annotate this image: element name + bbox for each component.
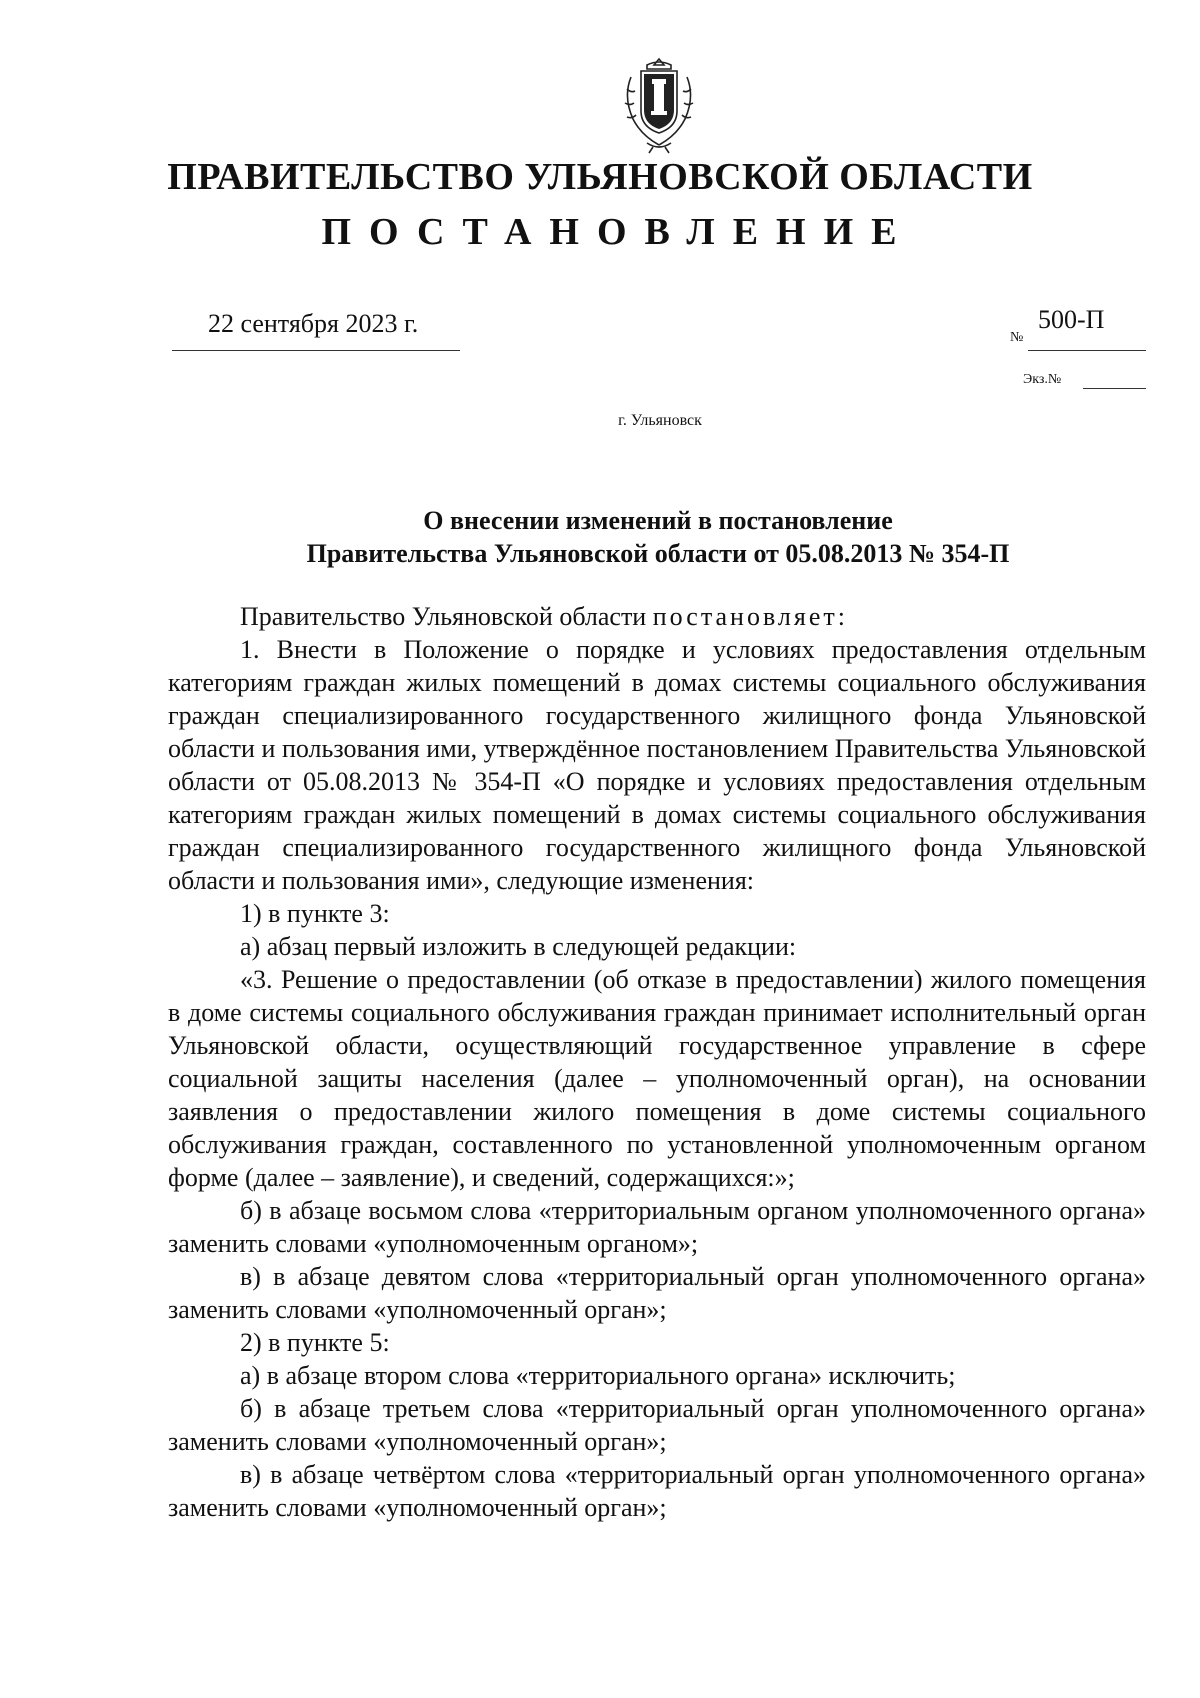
organization-title: ПРАВИТЕЛЬСТВО УЛЬЯНОВСКОЙ ОБЛАСТИ: [167, 156, 1033, 198]
number-sign: №: [1010, 330, 1024, 345]
paragraph: б) в абзаце восьмом слова «территориальным органом уполномоченного органа» заменить словами «уполномоченным органом»;: [168, 1196, 1146, 1258]
document-subject: [168, 504, 1148, 570]
paragraph: а) в абзаце втором слова «территориального органа» исключить;: [240, 1361, 956, 1390]
number-underline: [1028, 350, 1146, 351]
paragraph: «3. Решение о предоставлении (об отказе в предоставлении) жилого помещения в доме системы социального обслуживания граждан принимает исполнительный орган Ульяновской области, осуществляющий государственное управление в сфере социальной защиты населения (далее – уполномоченный орган), на основании заявления о предоставлении жилого помещения в доме системы социального обслуживания граждан, составленного по установленной уполномоченным органом форме (далее – заявление), и сведений, содержащихся:»;: [168, 965, 1146, 1192]
document-body: [168, 600, 1146, 1524]
paragraph: в) в абзаце девятом слова «территориальный орган уполномоченного органа» заменить словами «уполномоченный орган»;: [168, 1262, 1146, 1324]
paragraph: а) абзац первый изложить в следующей редакции:: [240, 932, 797, 961]
copy-number-label: Экз.№: [1023, 372, 1062, 387]
coat-of-arms-icon: [617, 55, 702, 155]
document-number: 500-П: [1038, 305, 1105, 334]
paragraph: 1) в пункте 3:: [240, 899, 390, 928]
paragraph: 2) в пункте 5:: [240, 1328, 390, 1357]
preamble-text: Правительство Ульяновской области: [240, 602, 653, 631]
paragraph: 1. Внести в Положение о порядке и условиях предоставления отдельным категориям граждан жилых помещений в домах системы социального обслуживания граждан специализированного государственного жилищного фонда Ульяновской области и пользования ими, утверждённое постановлением Правительства Ульяновской области от 05.08.2013 № 354-П «О порядке и условиях предоставления отдельным категориям граждан жилых помещений в домах системы социального обслуживания граждан специализированного государственного жилищного фонда Ульяновской области и пользования ими», следующие изменения:: [168, 635, 1146, 895]
preamble: [168, 600, 1146, 633]
subject-line: Правительства Ульяновской области от 05.08.2013 № 354-П: [306, 539, 1010, 568]
paragraph: в) в абзаце четвёртом слова «территориальный орган уполномоченного органа» заменить словами «уполномоченный орган»;: [168, 1460, 1146, 1522]
subject-line: О внесении изменений в постановление: [423, 506, 893, 535]
document-type: ПОСТАНОВЛЕНИЕ: [321, 211, 915, 253]
date-underline: [172, 350, 460, 351]
preamble-verb: постановляет:: [652, 602, 848, 631]
copy-number-underline: [1083, 388, 1146, 389]
document-city: г. Ульяновск: [618, 412, 702, 429]
paragraph: б) в абзаце третьем слова «территориальный орган уполномоченного органа» заменить словами «уполномоченный орган»;: [168, 1394, 1146, 1456]
document-date: 22 сентября 2023 г.: [208, 309, 419, 338]
